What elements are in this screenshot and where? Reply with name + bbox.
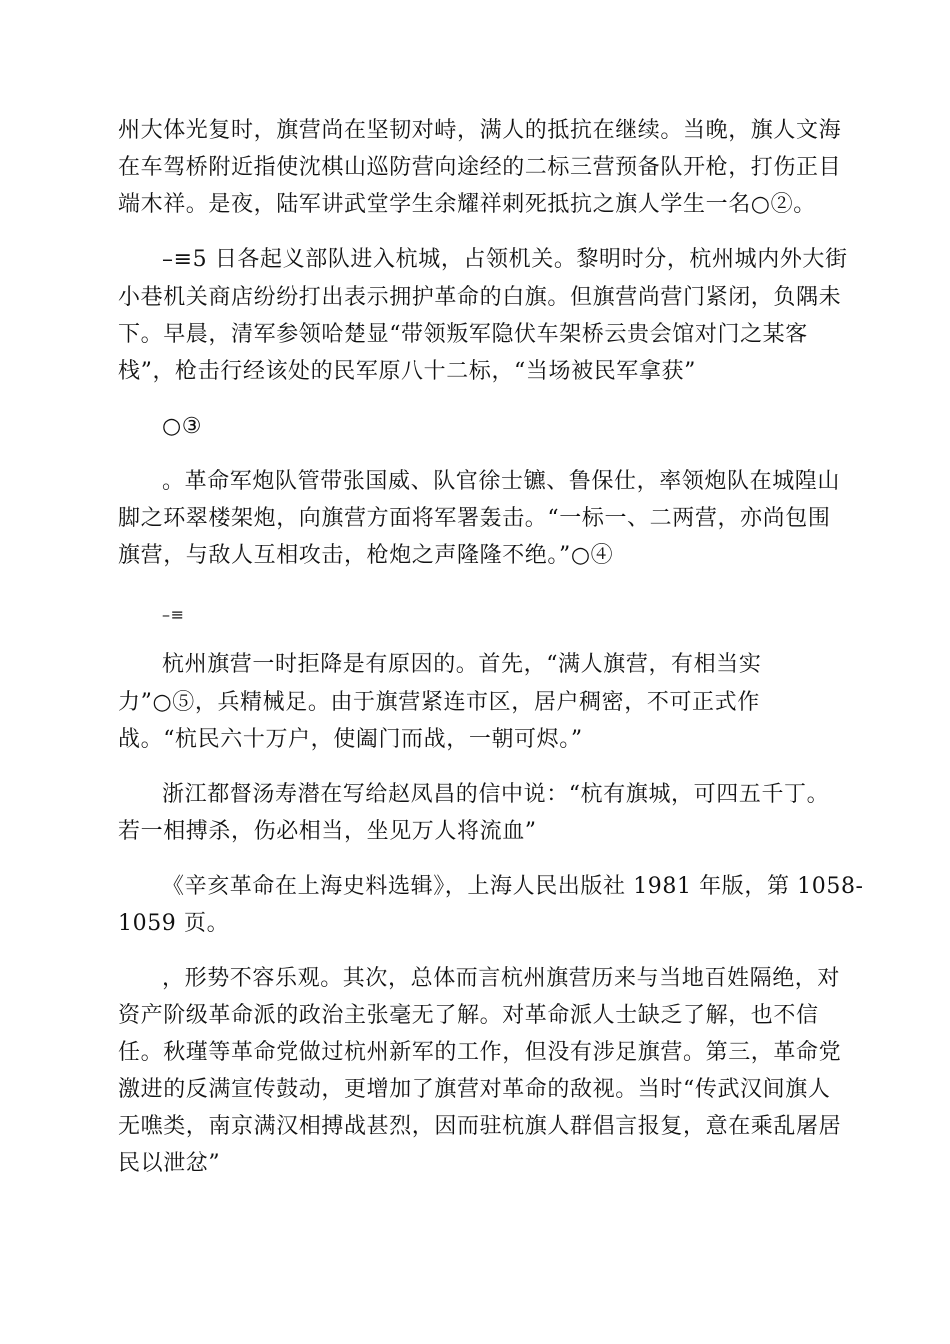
text-line: 若一相搏杀，伤必相当，坐见万人将流血” (118, 819, 537, 844)
citation-line: 《辛亥革命在上海史料选辑》，上海人民出版社 1981 年版，第 1058- (162, 874, 864, 899)
section-marker: –≡ (162, 605, 185, 624)
citation-line: 1059 页。 (118, 911, 230, 936)
text-line: 浙江都督汤寿潜在写给赵凤昌的信中说：“杭有旗城，可四五千丁。 (162, 782, 830, 807)
text-line: 端木祥。是夜，陆军讲武堂学生余耀祥刺死抵抗之旗人学生一名○②。 (118, 192, 816, 217)
text-line: 。革命军炮队管带张国威、队官徐士镳、鲁保仕，率领炮队在城隍山 (162, 469, 841, 494)
text-line: 脚之环翠楼架炮，向旗营方面将军署轰击。“一标一、二两营，亦尚包围 (118, 506, 831, 531)
text-line: 无噍类，南京满汉相搏战甚烈，因而驻杭旗人群倡言报复，意在乘乱屠居 (118, 1114, 842, 1139)
text-line: 任。秋瑾等革命党做过杭州新军的工作，但没有涉足旗营。第三，革命党 (118, 1040, 842, 1065)
footnote-marker: ○③ (162, 414, 203, 439)
text-line: 杭州旗营一时拒降是有原因的。首先，“满人旗营，有相当实 (162, 652, 762, 677)
text-line: 栈”，枪击行经该处的民军原八十二标，“当场被民军拿获” (118, 359, 696, 384)
text-line: 在车驾桥附近指使沈棋山巡防营向途经的二标三营预备队开枪，打伤正目 (118, 155, 842, 180)
text-line: 资产阶级革命派的政治主张毫无了解。对革命派人士缺乏了解，也不信 (118, 1003, 819, 1028)
text-line: –≡5 日各起义部队进入杭城，占领机关。黎明时分，杭州城内外大街 (162, 247, 848, 272)
text-line: 战。“杭民六十万户，使阖门而战，一朝可烬。” (118, 727, 583, 752)
text-line: 下。早晨，清军参领哈楚显“带领叛军隐伏车架桥云贵会馆对门之某客 (118, 322, 808, 347)
text-line: 民以泄忿” (118, 1151, 221, 1176)
text-line: 旗营，与敌人互相攻击，枪炮之声隆隆不绝。”○④ (118, 543, 614, 568)
text-line: 小巷机关商店纷纷打出表示拥护革命的白旗。但旗营尚营门紧闭，负隅未 (118, 285, 842, 310)
text-line: 力”○⑤，兵精械足。由于旗营紧连市区，居户稠密，不可正式作 (118, 690, 760, 715)
text-line: ，形势不容乐观。其次，总体而言杭州旗营历来与当地百姓隔绝，对 (162, 966, 841, 991)
text-line: 激进的反满宣传鼓动，更增加了旗营对革命的敌视。当时“传武汉间旗人 (118, 1077, 831, 1102)
text-line: 州大体光复时，旗营尚在坚韧对峙，满人的抵抗在继续。当晚，旗人文海 (118, 118, 842, 143)
